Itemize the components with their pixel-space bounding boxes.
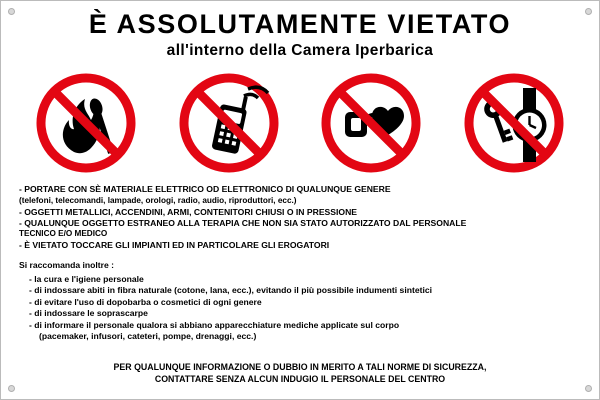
mounting-hole-top-right (585, 8, 592, 15)
footer-line-1: PER QUALUNQUE INFORMAZIONE O DUBBIO IN MERITO A TALI NORME DI SICUREZZA, (113, 362, 487, 373)
mounting-hole-bottom-right (585, 385, 592, 392)
rule-item-note: TECNICO E/O MEDICO (19, 229, 108, 239)
recommendations-lead: Si raccomanda inoltre : (19, 260, 115, 271)
no-fire-matches-icon (33, 70, 139, 176)
sign-title: È ASSOLUTAMENTE VIETATO (88, 9, 512, 39)
mounting-hole-top-left (8, 8, 15, 15)
mounting-hole-bottom-left (8, 385, 15, 392)
recommendation-item: - di evitare l'uso di dopobarba o cosmetici di ogni genere (29, 296, 262, 307)
rule-item: - QUALUNQUE OGGETTO ESTRANEO ALLA TERAPIA CHE NON SIA STATO AUTORIZZATO DAL PERSONALE (19, 217, 467, 228)
no-pacemaker-icon (318, 70, 424, 176)
recommendation-item-note: (pacemaker, infusori, cateteri, pompe, drenaggi, ecc.) (39, 331, 257, 342)
rule-item: - PORTARE CON SÈ MATERIALE ELETTRICO OD ELETTRONICO DI QUALUNQUE GENERE (19, 184, 391, 195)
pictogram-row (15, 70, 585, 176)
rule-item-note: (telefoni, telecomandi, lampade, orologi, radio, audio, riproduttori, ecc.) (19, 195, 297, 205)
recommendation-item: - di informare il personale qualora si abbiano apparecchiature mediche applicate sul corpo (29, 319, 400, 330)
recommendation-item: - la cura e l'igiene personale (29, 273, 144, 284)
sign-footer (1, 362, 599, 386)
recommendations-list (19, 260, 581, 343)
no-watch-keys-icon (461, 70, 567, 176)
no-mobile-phone-icon (176, 70, 282, 176)
recommendation-item: - di indossare le soprascarpe (29, 308, 148, 319)
sign-subtitle: all'interno della Camera Iperbarica (166, 42, 434, 60)
prohibition-rules-list (19, 184, 581, 251)
recommendation-item: - di indossare abiti in fibra naturale (cotone, lana, ecc.), evitando il più possibile indumenti sintetici (29, 285, 433, 296)
rule-item: - È VIETATO TOCCARE GLI IMPIANTI ED IN PARTICOLARE GLI EROGATORI (19, 240, 330, 251)
footer-line-2: CONTATTARE SENZA ALCUN INDUGIO IL PERSONALE DEL CENTRO (154, 374, 446, 385)
rule-item: - OGGETTI METALLICI, ACCENDINI, ARMI, CONTENITORI CHIUSI O IN PRESSIONE (19, 206, 358, 217)
